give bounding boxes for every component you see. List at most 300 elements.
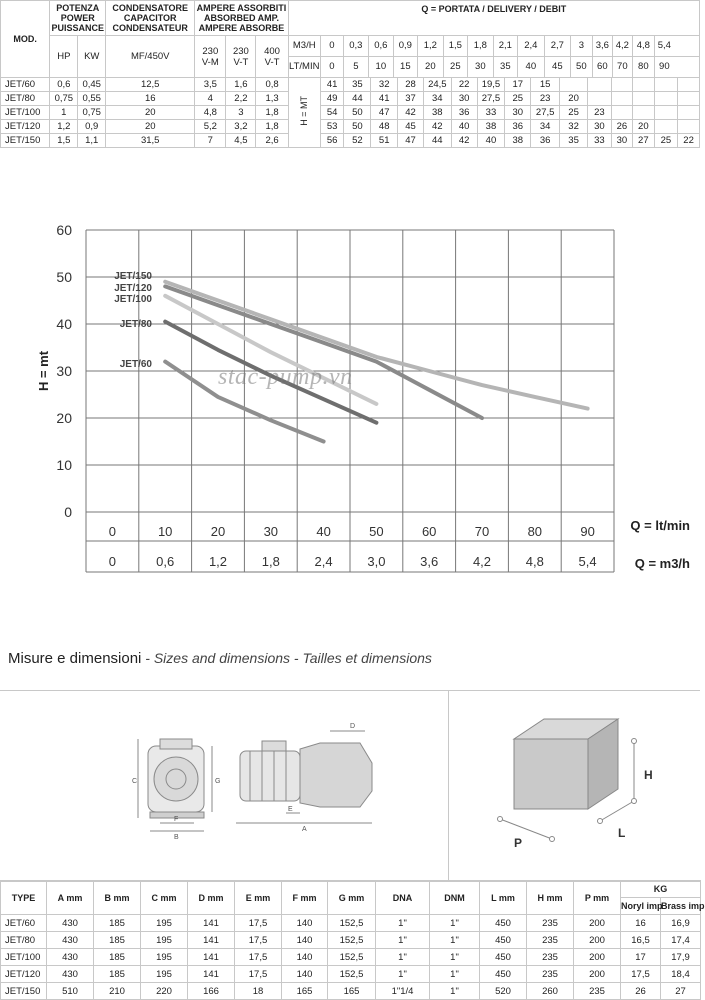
- amp-230vm-value: 4,8: [195, 106, 226, 120]
- amp-230vt-value: 1,6: [226, 78, 256, 92]
- head-value: 30: [505, 106, 531, 120]
- head-value: 19,5: [477, 78, 505, 92]
- m3h-value: 1,2: [417, 36, 443, 56]
- dim-value: 185: [94, 932, 141, 949]
- m3h-value: 0: [329, 40, 335, 51]
- ltmin-value: 10: [368, 57, 393, 77]
- x-tick-label-m3: 1,2: [208, 554, 228, 569]
- box-drawing: [448, 691, 700, 881]
- head-value: [654, 106, 678, 120]
- amp-230vm-value: 3,5: [195, 78, 226, 92]
- mf-unit: MF/450V: [106, 36, 195, 78]
- dim-value: 185: [94, 949, 141, 966]
- ampere-header-en: ABSORBED AMP.: [203, 13, 279, 23]
- amp-230vt-value: 3,2: [226, 120, 256, 134]
- dim-value: 1"1/4: [376, 983, 430, 1000]
- head-value: [560, 78, 588, 92]
- dim-value: 235: [527, 949, 574, 966]
- dim-value: 195: [141, 949, 188, 966]
- kw-value: 1,1: [78, 134, 106, 148]
- ltmin-value: 25: [443, 57, 467, 77]
- x-tick-label-m3: 4,2: [472, 554, 492, 569]
- head-value: [633, 92, 654, 106]
- capacitor-value: 16: [106, 92, 195, 106]
- hp-value: 1,5: [50, 134, 78, 148]
- dim-header: H mm: [527, 881, 574, 915]
- dim-header: C mm: [141, 881, 188, 915]
- head-value: [678, 120, 700, 134]
- head-value: 27,5: [477, 92, 505, 106]
- m3h-value: 1,8: [467, 36, 493, 56]
- dim-header-row: [1, 881, 701, 898]
- capacitor-header: [106, 1, 195, 36]
- dim-value: 185: [94, 915, 141, 932]
- head-value: [678, 92, 700, 106]
- label-a: A: [302, 826, 307, 833]
- dim-value: 141: [188, 949, 235, 966]
- amp-400vt-value: 0,8: [256, 78, 288, 92]
- m3h-value: 3,6: [592, 36, 612, 56]
- dim-row: [1, 983, 701, 1000]
- performance-table: [0, 0, 700, 148]
- x-tick-label-m3: 3,6: [420, 554, 439, 569]
- m3h-value: 0,6: [368, 36, 393, 56]
- kg-header: KG: [621, 881, 701, 898]
- head-value: [633, 78, 654, 92]
- power-header-it: POTENZA: [56, 3, 100, 13]
- label-c: C: [132, 778, 138, 785]
- x-tick-label-lt: 70: [474, 524, 490, 539]
- dim-value: 165: [282, 983, 328, 1000]
- m3h-value: 2,4: [517, 36, 544, 56]
- ltmin-value: 40: [517, 57, 544, 77]
- head-value: 47: [398, 134, 424, 148]
- pump-front-top: [160, 739, 192, 749]
- dim-value: 450: [480, 915, 527, 932]
- x-tick-label-lt: 60: [421, 524, 437, 539]
- head-value: 49: [320, 92, 344, 106]
- dim-value: 1": [430, 949, 480, 966]
- x-tick-label-lt: 40: [316, 524, 331, 539]
- y-tick-label: 40: [56, 316, 72, 332]
- y-axis-label: H = mt: [36, 350, 51, 392]
- y-tick-label: 10: [56, 457, 72, 473]
- dim-header: DNA: [376, 881, 430, 915]
- dim-value: 152,5: [328, 915, 376, 932]
- dim-value: 17,5: [235, 915, 282, 932]
- dim-value: 200: [574, 949, 621, 966]
- m3h-value: 1,5: [443, 36, 467, 56]
- head-value: 35: [560, 134, 588, 148]
- head-value: 27,5: [531, 106, 560, 120]
- dimension-drawings: [0, 690, 700, 882]
- label-g: G: [215, 778, 221, 785]
- ltmin-value: 45: [544, 57, 570, 77]
- head-value: 41: [371, 92, 398, 106]
- x-tick-label-m3: 5,4: [578, 554, 597, 569]
- amp-400vt-value: 1,8: [256, 106, 288, 120]
- dim-model: JET/60: [1, 915, 47, 932]
- hp-unit: HP: [50, 36, 78, 78]
- ltmin-value: 70: [612, 57, 632, 77]
- head-value: 23: [588, 106, 612, 120]
- dim-model: JET/80: [1, 932, 47, 949]
- x-tick-label-lt: 80: [527, 524, 543, 539]
- model: JET/120: [1, 120, 50, 134]
- model: JET/150: [1, 134, 50, 148]
- head-value: 22: [451, 78, 477, 92]
- head-value: 38: [423, 106, 451, 120]
- amp-230vm-value: 5,2: [195, 120, 226, 134]
- dim-value: 17,5: [235, 932, 282, 949]
- dim-header: A mm: [47, 881, 94, 915]
- model: JET/60: [1, 78, 50, 92]
- x-axis-label-lt: Q = lt/min: [630, 518, 690, 533]
- performance-row: [1, 106, 700, 120]
- head-value: 45: [398, 120, 424, 134]
- model: JET/80: [1, 92, 50, 106]
- power-header-en: POWER: [60, 13, 95, 23]
- dim-value: 1": [376, 915, 430, 932]
- performance-row: [1, 78, 700, 92]
- kw-value: 0,75: [78, 106, 106, 120]
- dim-row: [1, 932, 701, 949]
- x-tick-label-m3: 3,0: [367, 554, 386, 569]
- label-e: E: [288, 806, 293, 813]
- dim-value: 1": [430, 915, 480, 932]
- dim-value: 195: [141, 932, 188, 949]
- dim-value: 1": [430, 983, 480, 1000]
- head-value: [633, 106, 654, 120]
- a-230vm-unit: [195, 36, 226, 78]
- hp-value: 0,6: [50, 78, 78, 92]
- x-tick-label-m3: 4,8: [525, 554, 544, 569]
- kg-subheader: Brass imp: [661, 898, 701, 915]
- dim-value: 1": [376, 932, 430, 949]
- label-f: F: [174, 816, 179, 823]
- dim-value: 200: [574, 966, 621, 983]
- dim-value: 152,5: [328, 966, 376, 983]
- sizes-title-sub: - Sizes and dimensions - Tailles et dimensions: [141, 650, 432, 666]
- head-value: 41: [320, 78, 344, 92]
- dim-header: B mm: [94, 881, 141, 915]
- head-value: 40: [477, 134, 505, 148]
- head-value: 42: [398, 106, 424, 120]
- head-value: 35: [344, 78, 371, 92]
- head-value: 26: [611, 120, 632, 134]
- hp-value: 0,75: [50, 92, 78, 106]
- ltmin-values-row: [321, 57, 699, 77]
- dim-value: 18: [235, 983, 282, 1000]
- dim-model: JET/100: [1, 949, 47, 966]
- dim-value: 152,5: [328, 949, 376, 966]
- ltmin-value: 60: [592, 57, 612, 77]
- kw-value: 0,45: [78, 78, 106, 92]
- model: JET/100: [1, 106, 50, 120]
- label-b: B: [174, 834, 179, 841]
- kw-value: 0,9: [78, 120, 106, 134]
- head-value: 40: [451, 120, 477, 134]
- flow-header: Q = PORTATA / DELIVERY / DEBIT: [288, 1, 699, 36]
- m3h-value: 3: [570, 36, 592, 56]
- x-tick-label-lt: 90: [580, 524, 595, 539]
- performance-chart: [0, 196, 700, 576]
- dim-value: 1": [376, 966, 430, 983]
- pump-drawing: [0, 691, 448, 881]
- dim-value: 520: [480, 983, 527, 1000]
- x-tick-label-m3: 2,4: [314, 554, 333, 569]
- dim-value: 166: [188, 983, 235, 1000]
- amp-230vt-value: 4,5: [226, 134, 256, 148]
- dim-value: 1": [376, 949, 430, 966]
- m3h-value: 5,4: [654, 36, 674, 56]
- m3h-value: 4,8: [632, 36, 654, 56]
- capacitor-header-it: CONDENSATORE: [112, 3, 189, 13]
- head-value: [588, 78, 612, 92]
- hp-value: 1: [50, 106, 78, 120]
- m3h-value: 4,2: [612, 36, 632, 56]
- a-230vm-v: 230: [202, 45, 219, 57]
- y-tick-label: 60: [56, 222, 72, 238]
- pump-terminal-box: [262, 741, 286, 751]
- amp-230vm-value: 4: [195, 92, 226, 106]
- a-230vt-unit: [226, 36, 256, 78]
- y-tick-label: 20: [56, 410, 72, 426]
- dim-value: 17,4: [661, 932, 701, 949]
- head-value: 54: [320, 106, 344, 120]
- dim-value: 195: [141, 966, 188, 983]
- head-value: 30: [611, 134, 632, 148]
- dim-header: F mm: [282, 881, 328, 915]
- head-value: 30: [451, 92, 477, 106]
- dim-value: 450: [480, 966, 527, 983]
- box-label-p: P: [514, 836, 523, 850]
- dim-header: G mm: [328, 881, 376, 915]
- dim-value: 27: [661, 983, 701, 1000]
- dim-header: D mm: [188, 881, 235, 915]
- dim-value: 450: [480, 949, 527, 966]
- series-label: JET/150: [114, 271, 152, 282]
- capacitor-value: 20: [106, 106, 195, 120]
- flow-values-cell: [320, 36, 699, 78]
- dim-value: 16,9: [661, 915, 701, 932]
- head-value: 36: [531, 134, 560, 148]
- head-unit-cell: [288, 78, 320, 148]
- x-tick-label-m3: 0,6: [156, 554, 175, 569]
- head-value: 42: [423, 120, 451, 134]
- head-value: 36: [451, 106, 477, 120]
- capacitor-header-fr: CONDENSATEUR: [112, 23, 188, 33]
- dim-value: 260: [527, 983, 574, 1000]
- a-230vt-v: 230: [232, 45, 249, 57]
- box-label-l: L: [618, 826, 626, 840]
- head-value: 33: [588, 134, 612, 148]
- head-value: 27: [633, 134, 654, 148]
- pump-motor: [240, 751, 300, 801]
- ampere-header-fr: AMPERE ABSORBE: [198, 23, 285, 33]
- dim-value: 16: [621, 915, 661, 932]
- series-label: JET/60: [119, 359, 152, 370]
- head-value: 20: [633, 120, 654, 134]
- dim-value: 165: [328, 983, 376, 1000]
- ltmin-value: 15: [393, 57, 417, 77]
- model-header: MOD.: [1, 1, 50, 78]
- dim-value: 141: [188, 932, 235, 949]
- head-value: 38: [477, 120, 505, 134]
- dim-value: 200: [574, 932, 621, 949]
- series-label: JET/80: [119, 319, 152, 330]
- dim-value: 235: [527, 915, 574, 932]
- x-tick-label-lt: 10: [157, 524, 173, 539]
- dim-value: 220: [141, 983, 188, 1000]
- head-value: 50: [344, 120, 371, 134]
- head-value: 36: [505, 120, 531, 134]
- dim-value: 17,9: [661, 949, 701, 966]
- a-230vt-t: V-T: [233, 56, 249, 68]
- x-tick-label-m3: 1,8: [261, 554, 280, 569]
- dimensions-table: [0, 880, 705, 1000]
- head-value: 51: [371, 134, 398, 148]
- label-d: D: [350, 723, 356, 730]
- dim-value: 17: [621, 949, 661, 966]
- m3h-value: 0,3: [343, 36, 368, 56]
- amp-230vt-value: 2,2: [226, 92, 256, 106]
- dim-value: 1": [430, 932, 480, 949]
- head-value: 44: [423, 134, 451, 148]
- head-value: 30: [588, 120, 612, 134]
- dim-model: JET/120: [1, 966, 47, 983]
- performance-row: [1, 134, 700, 148]
- dim-value: 430: [47, 949, 94, 966]
- head-value: 38: [505, 134, 531, 148]
- capacitor-value: 31,5: [106, 134, 195, 148]
- hp-value: 1,2: [50, 120, 78, 134]
- dim-row: [1, 949, 701, 966]
- ltmin-value: 20: [417, 57, 443, 77]
- x-axis-label-m3: Q = m3/h: [634, 556, 690, 571]
- amp-400vt-value: 1,3: [256, 92, 288, 106]
- dim-value: 140: [282, 932, 328, 949]
- a-230vm-t: V-M: [201, 56, 219, 68]
- kg-subheader: Noryl imp: [621, 898, 661, 915]
- head-value: 50: [344, 106, 371, 120]
- dim-value: 235: [574, 983, 621, 1000]
- dim-value: 17,5: [235, 966, 282, 983]
- head-value: 25: [560, 106, 588, 120]
- ampere-header: [195, 1, 288, 36]
- dim-value: 200: [574, 915, 621, 932]
- amp-400vt-value: 1,8: [256, 120, 288, 134]
- m3h-value: 2,1: [493, 36, 517, 56]
- dim-value: 235: [527, 932, 574, 949]
- dim-value: 16,5: [621, 932, 661, 949]
- dim-value: 140: [282, 966, 328, 983]
- dim-header: TYPE: [1, 881, 47, 915]
- dim-value: 152,5: [328, 932, 376, 949]
- dim-value: 195: [141, 915, 188, 932]
- x-tick-label-m3: 0: [108, 554, 117, 569]
- a-400vt-v: 400: [264, 45, 280, 57]
- y-tick-label: 30: [56, 363, 72, 379]
- head-value: 22: [678, 134, 700, 148]
- x-tick-label-lt: 20: [210, 524, 226, 539]
- ampere-header-it: AMPERE ASSORBITI: [196, 3, 287, 13]
- x-tick-label-lt: 50: [369, 524, 384, 539]
- pump-head: [300, 743, 372, 807]
- head-value: 42: [451, 134, 477, 148]
- series-label: JET/120: [114, 283, 152, 294]
- pump-front-volute: [154, 757, 198, 801]
- head-value: 15: [531, 78, 560, 92]
- sizes-section-title: [8, 650, 432, 667]
- head-value: 37: [398, 92, 424, 106]
- ltmin-value: 30: [467, 57, 493, 77]
- head-value: [588, 92, 612, 106]
- kw-unit: KW: [78, 36, 106, 78]
- dim-row: [1, 915, 701, 932]
- dim-value: 210: [94, 983, 141, 1000]
- head-value: [611, 106, 632, 120]
- y-tick-label: 50: [56, 269, 72, 285]
- dim-value: 450: [480, 932, 527, 949]
- dim-value: 185: [94, 966, 141, 983]
- head-value: 48: [371, 120, 398, 134]
- head-value: [654, 92, 678, 106]
- dim-row: [1, 966, 701, 983]
- head-value: [654, 120, 678, 134]
- dim-value: 1": [430, 966, 480, 983]
- dim-value: 430: [47, 932, 94, 949]
- head-unit-label: H = MT: [298, 95, 309, 126]
- head-value: 25: [505, 92, 531, 106]
- head-value: 47: [371, 106, 398, 120]
- head-value: 23: [531, 92, 560, 106]
- head-value: 28: [398, 78, 424, 92]
- m3h-values-row: [321, 36, 699, 57]
- head-value: [611, 92, 632, 106]
- m3h-value: 0,9: [393, 36, 417, 56]
- head-value: [678, 78, 700, 92]
- head-value: 53: [320, 120, 344, 134]
- dim-value: 140: [282, 915, 328, 932]
- dim-value: 430: [47, 966, 94, 983]
- ltmin-value: 5: [343, 57, 368, 77]
- m3h-value: 2,7: [544, 36, 570, 56]
- dim-header: P mm: [574, 881, 621, 915]
- ltmin-unit: LT/MIN: [289, 61, 320, 72]
- capacitor-value: 12,5: [106, 78, 195, 92]
- dim-value: 17,5: [235, 949, 282, 966]
- amp-400vt-value: 2,6: [256, 134, 288, 148]
- head-value: 25: [654, 134, 678, 148]
- capacitor-value: 20: [106, 120, 195, 134]
- box-front: [514, 739, 588, 809]
- sizes-title-main: Misure e dimensioni: [8, 650, 142, 667]
- y-tick-label: 0: [64, 504, 72, 520]
- dim-value: 235: [527, 966, 574, 983]
- a-400vt-t: V-T: [264, 56, 280, 68]
- head-value: 56: [320, 134, 344, 148]
- dim-value: 18,4: [661, 966, 701, 983]
- capacitor-header-en: CAPACITOR: [123, 13, 177, 23]
- power-header: [50, 1, 106, 36]
- power-header-fr: PUISSANCE: [51, 23, 105, 33]
- head-value: 34: [423, 92, 451, 106]
- dim-model: JET/150: [1, 983, 47, 1000]
- head-value: 34: [531, 120, 560, 134]
- head-value: 32: [560, 120, 588, 134]
- dim-value: 17,5: [621, 966, 661, 983]
